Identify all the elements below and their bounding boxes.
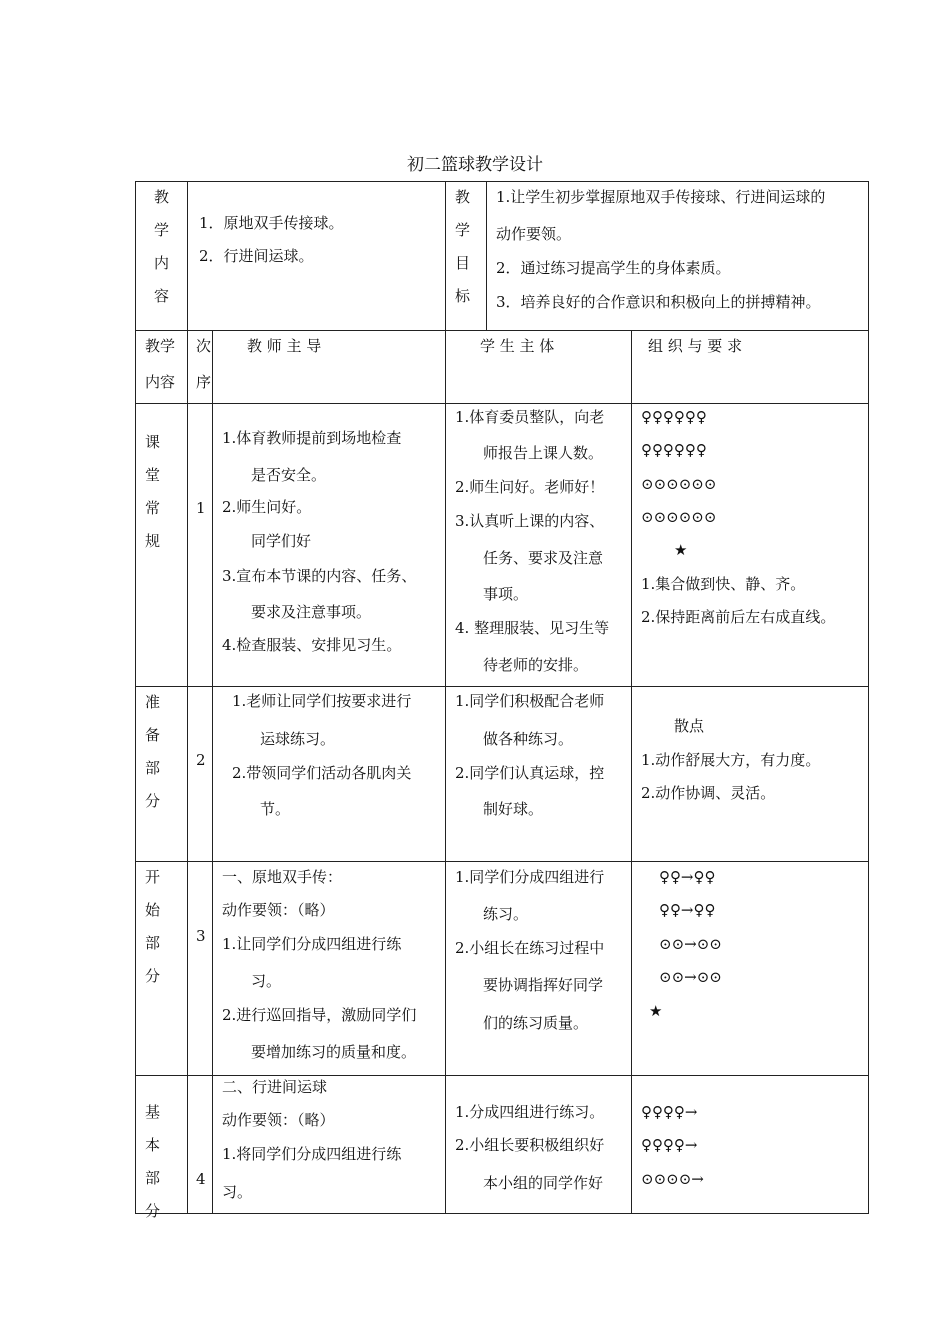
star-icon: ★ [649, 1002, 663, 1020]
row-order: 2 [196, 751, 206, 769]
row-order: 3 [196, 927, 206, 945]
star-icon: ★ [674, 541, 688, 559]
row-order: 1 [196, 499, 206, 517]
row-order: 4 [196, 1170, 206, 1188]
document-title: 初二篮球教学设计 [407, 155, 543, 175]
